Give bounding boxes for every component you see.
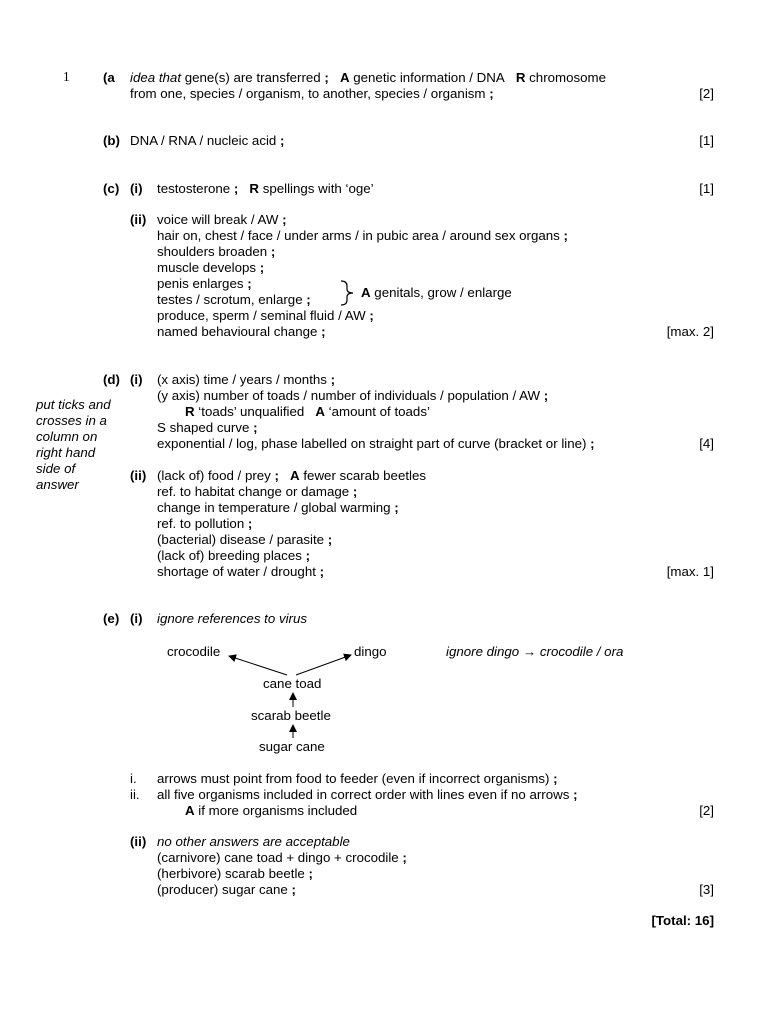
point-accept: A if more organisms included xyxy=(185,803,358,818)
total-mark: [Total: 16] xyxy=(651,913,714,928)
part-c-ii-line: testes / scrotum, enlarge ; xyxy=(157,292,311,307)
part-e-i-label: (i) xyxy=(130,611,143,626)
arrow-toad-to-crocodile xyxy=(229,656,287,675)
part-e-label: (e) xyxy=(103,611,120,626)
point-text: arrows must point from food to feeder (even if incorrect organisms) ; xyxy=(157,771,558,786)
part-c-ii-line: named behavioural change ; xyxy=(157,324,326,339)
web-scarab-beetle: scarab beetle xyxy=(251,708,331,723)
part-d-i-mark: [4] xyxy=(699,436,714,451)
point-number: ii. xyxy=(130,787,140,802)
part-d-ii-label: (ii) xyxy=(130,468,147,483)
part-d-ii-line: ref. to habitat change or damage ; xyxy=(157,484,358,499)
point-text: all five organisms included in correct order with lines even if no arrows ; xyxy=(157,787,578,802)
question-number: 1 xyxy=(63,69,70,84)
part-e-ii-label: (ii) xyxy=(130,834,147,849)
right-arrow-icon: → xyxy=(522,644,537,659)
part-c-ii-mark: [max. 2] xyxy=(666,324,714,339)
part-b-mark: [1] xyxy=(699,133,714,148)
part-c-i-label: (i) xyxy=(130,181,143,196)
part-d-ii-mark: [max. 1] xyxy=(666,564,714,579)
part-a-mark: [2] xyxy=(699,86,714,101)
part-c-ii-line: hair on, chest / face / under arms / in pubic area / around sex organs ; xyxy=(157,228,568,243)
web-dingo: dingo xyxy=(354,644,387,659)
part-c-i-answer: testosterone ; R spellings with ‘oge’ xyxy=(157,181,374,196)
web-crocodile: crocodile xyxy=(167,644,221,659)
part-d-ii-line: shortage of water / drought ; xyxy=(157,564,325,579)
part-d-i-label: (i) xyxy=(130,372,143,387)
part-d-i-line: S shaped curve ; xyxy=(157,420,258,435)
part-c-ii-line: produce, sperm / seminal fluid / AW ; xyxy=(157,308,374,323)
ignore-note: ignore dingo → crocodile / ora xyxy=(446,644,624,659)
part-d-ii-line: change in temperature / global warming ; xyxy=(157,500,399,515)
part-c-ii-line: penis enlarges ; xyxy=(157,276,252,291)
part-d-ii-line: (lack of) breeding places ; xyxy=(157,548,310,563)
part-a-label: (a xyxy=(103,70,115,85)
point-number: i. xyxy=(130,771,137,786)
part-d-ii-line: (bacterial) disease / parasite ; xyxy=(157,532,333,547)
part-e-ii-line: (producer) sugar cane ; xyxy=(157,882,296,897)
part-d-ii-line: ref. to pollution ; xyxy=(157,516,253,531)
side-note-line: right hand xyxy=(36,445,96,460)
part-e-i-note: ignore references to virus xyxy=(157,611,308,626)
part-e-ii-mark: [3] xyxy=(699,882,714,897)
web-cane-toad: cane toad xyxy=(263,676,322,691)
part-a-line2: from one, species / organism, to another, species / organism ; xyxy=(130,86,494,101)
part-c-ii-label: (ii) xyxy=(130,212,147,227)
part-d-i-qualifier: R ‘toads’ unqualified A ‘amount of toads’ xyxy=(185,404,430,419)
side-note-line: put ticks and xyxy=(36,397,111,412)
part-d-ii-line: (lack of) food / prey ; A fewer scarab beetles xyxy=(157,468,427,483)
part-c-ii-line: muscle develops ; xyxy=(157,260,265,275)
part-d-label: (d) xyxy=(103,372,120,387)
part-e-ii-line: (herbivore) scarab beetle ; xyxy=(157,866,313,881)
part-e-ii-line: (carnivore) cane toad + dingo + crocodile ; xyxy=(157,850,407,865)
part-c-label: (c) xyxy=(103,181,120,196)
part-c-ii-line: shoulders broaden ; xyxy=(157,244,276,259)
part-b-answer: DNA / RNA / nucleic acid ; xyxy=(130,133,285,148)
part-c-ii-line: voice will break / AW ; xyxy=(157,212,287,227)
part-d-i-line: (y axis) number of toads / number of individuals / population / AW ; xyxy=(157,388,549,403)
side-note-line: answer xyxy=(36,477,79,492)
part-e-i-mark: [2] xyxy=(699,803,714,818)
side-note-line: side of xyxy=(36,461,76,476)
part-d-i-line: (x axis) time / years / months ; xyxy=(157,372,336,387)
part-a-line1: idea that gene(s) are transferred ; A genetic information / DNA R chromosome xyxy=(130,70,607,85)
part-c-i-mark: [1] xyxy=(699,181,714,196)
genitals-note: A genitals, grow / enlarge xyxy=(361,285,512,300)
web-sugar-cane: sugar cane xyxy=(259,739,325,754)
arrow-toad-to-dingo xyxy=(296,655,351,675)
side-note-line: column on xyxy=(36,429,98,444)
part-b-label: (b) xyxy=(103,133,120,148)
part-d-i-line: exponential / log, phase labelled on straight part of curve (bracket or line) ; xyxy=(157,436,595,451)
side-note-line: crosses in a xyxy=(36,413,107,428)
part-e-ii-note: no other answers are acceptable xyxy=(157,834,350,849)
